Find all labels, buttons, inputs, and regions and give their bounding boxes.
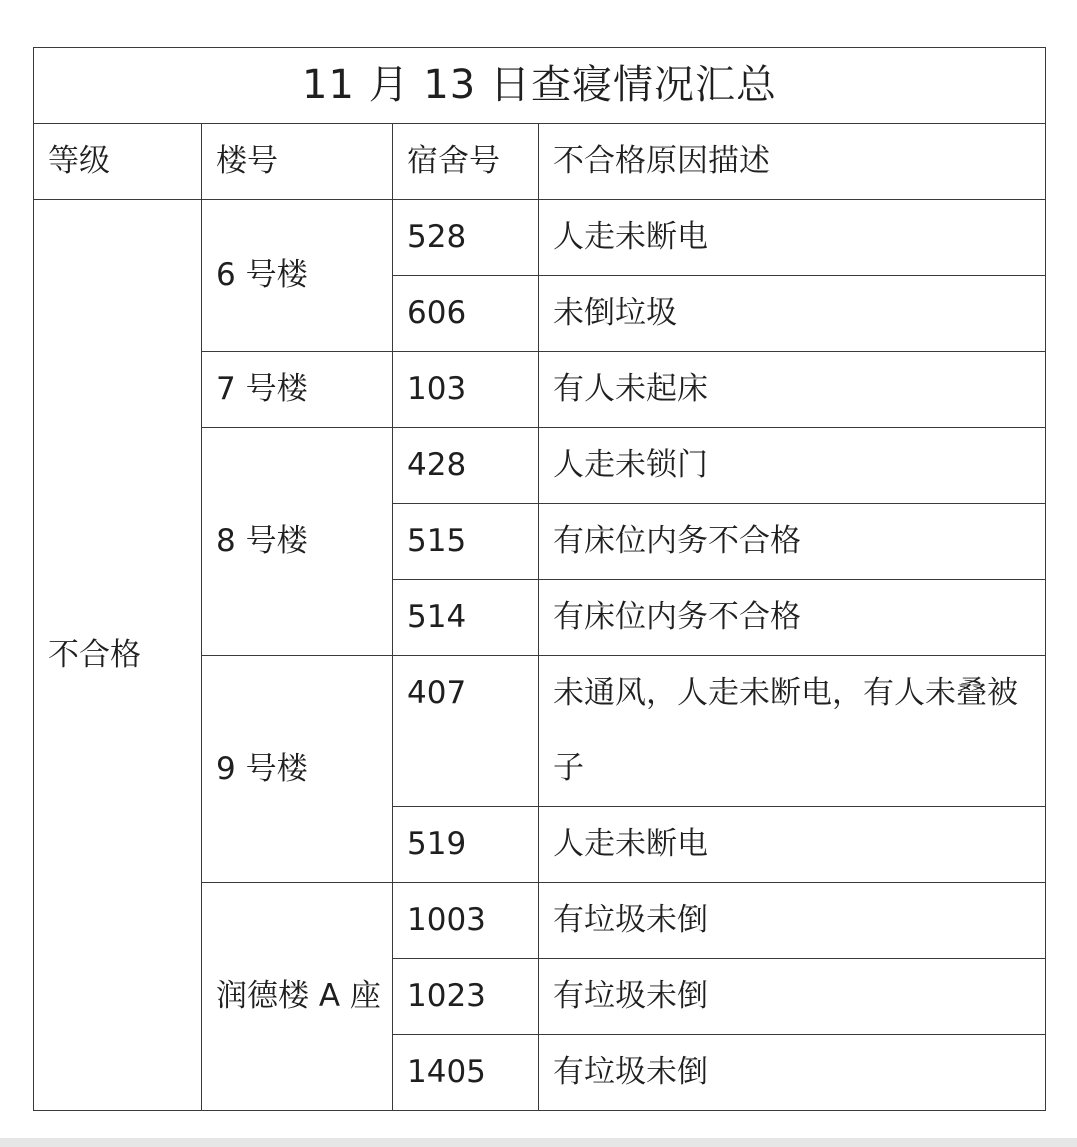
room-cell: 1405: [393, 1035, 539, 1111]
reason-cell: 有床位内务不合格: [539, 504, 1046, 580]
header-building: 楼号: [202, 124, 393, 200]
bottom-divider: [0, 1138, 1077, 1147]
room-cell: 519: [393, 807, 539, 883]
reason-cell: 有人未起床: [539, 352, 1046, 428]
header-row: [34, 124, 1046, 200]
reason-cell: 人走未断电: [539, 200, 1046, 276]
header-level: 等级: [34, 124, 202, 200]
room-cell: 515: [393, 504, 539, 580]
room-cell: 407: [393, 656, 539, 807]
reason-cell: 未通风，人走未断电，有人未叠被子: [539, 656, 1046, 807]
reason-cell: 人走未锁门: [539, 428, 1046, 504]
reason-cell: 有垃圾未倒: [539, 959, 1046, 1035]
reason-cell: 有垃圾未倒: [539, 1035, 1046, 1111]
reason-cell: 有床位内务不合格: [539, 580, 1046, 656]
room-cell: 428: [393, 428, 539, 504]
reason-cell: 未倒垃圾: [539, 276, 1046, 352]
building-cell: 9 号楼: [202, 656, 393, 883]
room-cell: 514: [393, 580, 539, 656]
inspection-summary-table: [33, 47, 1046, 1111]
table-title: 11 月 13 日查寝情况汇总: [34, 48, 1046, 124]
reason-cell: 有垃圾未倒: [539, 883, 1046, 959]
building-cell: 润德楼 A 座: [202, 883, 393, 1111]
level-cell: 不合格: [34, 200, 202, 1111]
reason-cell: 人走未断电: [539, 807, 1046, 883]
room-cell: 1023: [393, 959, 539, 1035]
header-reason: 不合格原因描述: [539, 124, 1046, 200]
building-cell: 8 号楼: [202, 428, 393, 656]
header-room: 宿舍号: [393, 124, 539, 200]
building-cell: 6 号楼: [202, 200, 393, 352]
room-cell: 606: [393, 276, 539, 352]
table-row: [34, 200, 1046, 276]
room-cell: 528: [393, 200, 539, 276]
building-cell: 7 号楼: [202, 352, 393, 428]
room-cell: 103: [393, 352, 539, 428]
room-cell: 1003: [393, 883, 539, 959]
